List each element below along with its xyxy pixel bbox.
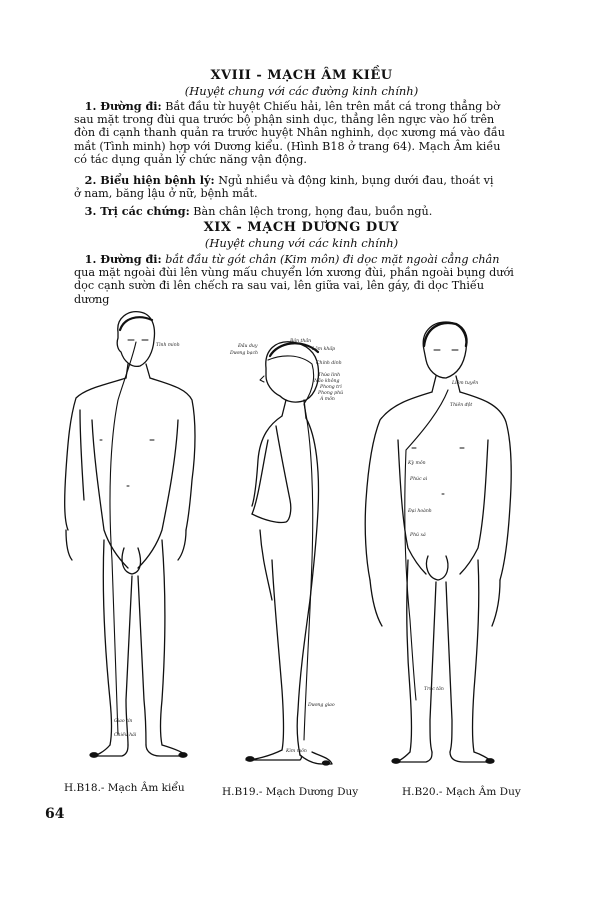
para-text: bắt đầu từ gót chân (Kim môn) đi dọc mặt ngoài cẳng chân	[165, 253, 500, 266]
figure-b18-caption: H.B18.- Mạch Âm kiểu	[64, 782, 185, 794]
para-text: mắt (Tình minh) hợp với Dương kiểu. (Hình B18 ở trang 64). Mạch Âm kiều	[74, 139, 501, 153]
para-text: đòn đi cạnh thanh quản ra trước huyệt Nhân nghinh, dọc xương má vào đầu	[74, 126, 505, 140]
figure-b20-caption: H.B20.- Mạch Âm Duy	[402, 786, 521, 798]
label-lam-khap: Lâm khấp	[312, 347, 336, 352]
label-dau-duy: Đầu duy	[238, 344, 258, 349]
label-phuc-ai: Phúc ai	[410, 477, 428, 482]
section-18-title: XVIII - MẠCH ÂM KIỀU	[210, 68, 393, 83]
figure-b19-caption: H.B19.- Mạch Dương Duy	[222, 786, 359, 798]
para-text: qua mặt ngoài đùi lên vùng mấu chuyển lớn xương đùi, phần ngoài bụng dưới	[74, 266, 514, 280]
figure-b20-body	[365, 322, 511, 763]
label-thua-linh: Thừa linh	[318, 373, 341, 378]
label-phong-tri: Phong trì	[320, 385, 342, 390]
label-dai-hoanh: Đại hoành	[408, 509, 432, 514]
figure-b19-body	[246, 342, 332, 765]
label-phu-xa: Phủ xá	[410, 533, 426, 538]
section-19-subtitle: (Huyệt chung với các kinh chính)	[204, 236, 399, 250]
para-label: 1. Đường đi:	[84, 99, 162, 113]
para-text: sau mặt trong đùi qua trước bộ phận sinh dục, thẳng lên ngực vào hố trên	[74, 113, 495, 127]
page-number: 64	[45, 806, 65, 822]
label-duong-bach: Dương bạch	[230, 351, 258, 356]
figure-b18-body	[65, 312, 195, 758]
label-phong-phu: Phong phủ	[318, 391, 344, 396]
para-text: Bắt đầu từ huyệt Chiếu hải, lên trên mắt cá trong thẳng bờ	[165, 100, 500, 113]
label-truc-tan: Trúc tân	[424, 687, 444, 692]
label-giao-tin: Giao tín	[114, 719, 133, 724]
para-label: 1. Đường đi:	[84, 252, 162, 266]
para-text: có tác dụng quản lý chức năng vận động.	[74, 152, 307, 166]
para-label: 2. Biểu hiện bệnh lý:	[84, 173, 215, 187]
label-chieu-hai: Chiếu hải	[114, 733, 137, 738]
section-18-subtitle: (Huyệt chung với các đường kinh chính)	[184, 84, 419, 98]
section-19-title: XIX - MẠCH DƯƠNG DUY	[203, 220, 400, 235]
label-kim-mon: Kim môn	[286, 749, 307, 754]
label-ky-mon: Kỳ môn	[408, 461, 426, 466]
para-label: 3. Trị các chứng:	[84, 204, 190, 218]
para-text: Bàn chân lệch trong, họng đau, buồn ngủ.	[193, 205, 433, 218]
label-liem-tuyen: Liêm tuyền	[452, 381, 479, 386]
label-thien-dot: Thiên đột	[450, 403, 473, 408]
label-a-mon: Á môn	[320, 397, 335, 402]
label-duong-giao: Dương giao	[308, 703, 335, 708]
para-text: dọc cạnh sườn đi lên chếch ra sau vai, lên giữa vai, lên gáy, đi dọc Thiếu	[74, 279, 485, 293]
label-chinh-dinh: Chính dinh	[316, 361, 342, 366]
para-text: ở nam, băng lậu ở nữ, bệnh mắt.	[74, 187, 258, 201]
label-ban-than: Bản thần	[290, 339, 312, 344]
para-text: dương	[74, 292, 110, 306]
label-nao-khong: Não không	[314, 379, 340, 384]
para-text: Ngủ nhiều và động kinh, bụng dưới đau, thoát vị	[218, 174, 494, 187]
label-tinh-minh: Tình minh	[156, 343, 180, 348]
